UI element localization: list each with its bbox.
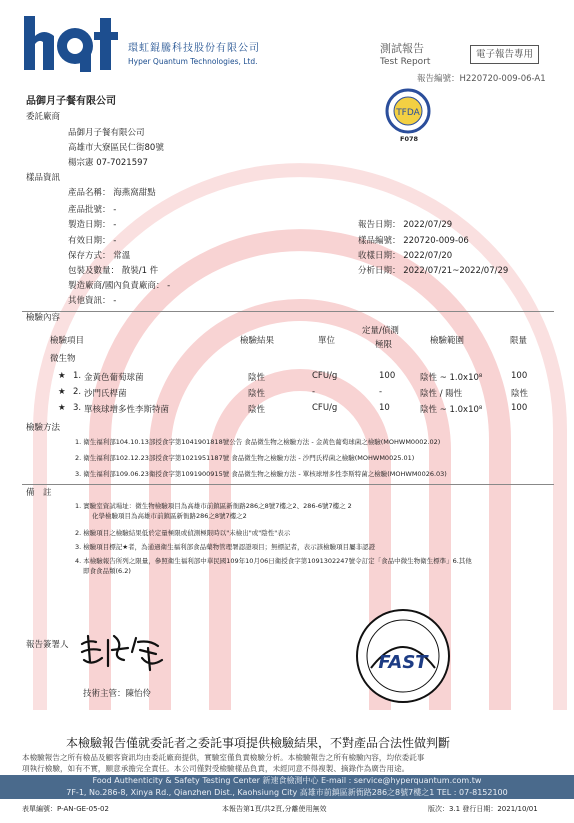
cell-name: 單核球增多性李斯特菌 — [84, 405, 170, 415]
cell-limit: 100 — [379, 371, 396, 381]
client-name: 品御月子餐有限公司 — [68, 128, 145, 138]
method-line: 3. 衛生福利部109.06.23衛授食字第1091900915號 食品微生物之檢驗方法 - 單核球增多性李斯特菌之檢驗(MOHWM0026.03) — [75, 470, 447, 478]
method-line: 1. 衛生福利部104.10.13部授食字第1041901818號公告 食品微生物之檢驗方法 - 金黃色葡萄球菌之檢驗(MOHWM0002.02) — [75, 438, 441, 446]
tfda-seal-icon — [385, 88, 431, 138]
cell-range: 陰性 / 陽性 — [420, 389, 463, 399]
cell-mark: ★ — [58, 371, 66, 381]
page-info: 本報告第1頁/共2頁,分離使用無效 — [222, 805, 327, 813]
col-header-result: 檢驗結果 — [240, 336, 275, 346]
company-name-en: Hyper Quantum Technologies, Ltd. — [128, 57, 258, 66]
footer-bar-line: 7F-1, No.286-8, Xinya Rd., Qianzhen Dist., Kaohsiung City 高雄市前鎮區新衙路286之8號7樓之1 TEL : 07-8152100 — [66, 788, 508, 797]
fast-seal-icon — [353, 606, 453, 710]
technical-manager: 技術主管：陳怡伶 — [83, 689, 152, 699]
report-title-en: Test Report — [380, 57, 431, 67]
company-logo — [22, 14, 122, 76]
cell-max: 100 — [511, 371, 528, 381]
client-title: 品御月子餐有限公司 — [26, 96, 116, 107]
divider — [22, 311, 554, 312]
cell-no: 1. — [73, 371, 82, 381]
client-label: 委託廠商 — [26, 112, 61, 122]
sample-field: 有效日期： - — [68, 236, 117, 246]
handwritten-signature — [78, 632, 168, 680]
sample-field: 製造廠商/國內負責廠商： - — [68, 281, 171, 291]
cell-max: 100 — [511, 403, 528, 413]
notes-label: 備 註 — [26, 488, 52, 498]
tfda-code: F078 — [400, 135, 419, 143]
cell-name: 金黃色葡萄球菌 — [84, 373, 144, 383]
col-header-limit2: 極限 — [375, 340, 393, 350]
sample-field: 其他資訊： - — [68, 296, 117, 306]
cell-mark: ★ — [58, 403, 66, 413]
sample-field: 包裝及數量： 散裝/1 件 — [68, 266, 159, 276]
signer-label: 報告簽署人 — [26, 640, 69, 650]
cell-no: 3. — [73, 403, 82, 413]
cell-result: 陰性 — [248, 405, 266, 415]
form-number: 表單編號：P-AN-GE-05-02 — [22, 805, 109, 813]
cell-no: 2. — [73, 387, 82, 397]
methods-label: 檢驗方法 — [26, 423, 61, 433]
cell-name: 沙門氏桿菌 — [84, 389, 127, 399]
received-date: 收樣日期： 2022/07/20 — [358, 251, 453, 261]
sample-label: 樣品資訊 — [26, 173, 61, 183]
svg-text:TFDA: TFDA — [396, 108, 420, 118]
col-header-item: 檢驗項目 — [50, 336, 85, 346]
cell-max: 陰性 — [511, 389, 529, 399]
sample-field: 產品名稱： 海燕窩甜點 — [68, 188, 156, 198]
category-label: 微生物 — [50, 354, 76, 364]
cell-result: 陰性 — [248, 389, 266, 399]
version-info: 版次：3.1 發行日期：2021/10/01 — [428, 805, 538, 813]
analysis-date: 分析日期： 2022/07/21~2022/07/29 — [358, 266, 509, 276]
col-header-max: 限量 — [510, 336, 528, 346]
svg-text:FAST: FAST — [378, 652, 428, 673]
footer-headline: 本檢驗報告僅就委託者之委託事項提供檢驗結果，不對產品合法性做判斷 — [66, 736, 451, 750]
sample-number: 樣品編號： 220720-009-06 — [358, 236, 469, 246]
client-contact: 楊宗憲 07-7021597 — [68, 158, 148, 168]
col-header-limit: 定量/偵測 — [362, 326, 399, 336]
note-line: 即食食品類(6.2) — [83, 567, 131, 575]
cell-mark: ★ — [58, 387, 66, 397]
cell-range: 陰性 ~ 1.0x10⁸ — [420, 405, 483, 415]
footer-bar-line: Food Authenticity & Safety Testing Center 新速食檢測中心 E-mail : service@hyperquantum.com.tw — [92, 776, 482, 785]
divider — [22, 484, 554, 485]
company-name-zh: 環虹錕騰科技股份有限公司 — [128, 43, 260, 54]
client-address: 高雄市大寮區民仁街80號 — [68, 143, 164, 153]
report-date: 報告日期： 2022/07/29 — [358, 220, 453, 230]
footer-disclaimer: 本檢驗報告之所有檢品及顧客資訊均由委託廠商提供，實驗室僅負責檢驗分析。本檢驗報告之所有檢驗內容，均依委託事 — [22, 753, 425, 762]
col-header-unit: 單位 — [318, 336, 336, 346]
cell-range: 陰性 ~ 1.0x10⁸ — [420, 373, 483, 383]
footer-disclaimer: 項執行檢驗，如有不實，願意承擔完全責任。本公司僅對受檢驗樣品負責，未經同意不得複製、摘錄作為廣告用途。 — [22, 764, 410, 773]
footer-bar — [0, 775, 574, 799]
note-line: 3. 檢驗項目標記★者，為通過衛生福利部食品藥物管理署認證項目；無標記者，表示該檢驗項目屬非認證 — [75, 543, 376, 551]
cell-limit: - — [379, 387, 383, 397]
report-number: 報告編號：H220720-009-06-A1 — [417, 74, 546, 84]
note-line: 2. 檢驗項目之檢驗結果低於定量極限或偵測極限時以"未檢出"或"陰性"表示 — [75, 529, 291, 537]
col-header-range: 檢驗範圍 — [430, 336, 465, 346]
cell-unit: CFU/g — [312, 403, 338, 413]
cell-unit: CFU/g — [312, 371, 338, 381]
cell-unit: - — [312, 387, 316, 397]
e-report-badge: 電子報告專用 — [470, 45, 539, 64]
note-line: 4. 本檢驗報告所列之限量，參照衛生福利部中華民國109年10月06日衛授食字第1091302247號令訂定「食品中微生物衛生標準」6.其他 — [75, 557, 472, 565]
sample-field: 產品批號： - — [68, 205, 117, 215]
cell-limit: 10 — [379, 403, 390, 413]
note-line: 化學檢驗項目為高雄市前鎮區新衙路286之8號7樓之2 — [92, 512, 247, 520]
note-line: 1. 實驗室資試場址：微生物檢驗項目為高雄市前鎮區新衙路286之8號7樓之2、286-6號7樓之 2 — [75, 502, 352, 510]
sample-field: 製造日期： - — [68, 220, 117, 230]
cell-result: 陰性 — [248, 373, 266, 383]
sample-field: 保存方式： 常溫 — [68, 251, 131, 261]
report-title-zh: 測試報告 — [380, 42, 424, 55]
items-label: 檢驗內容 — [26, 313, 61, 323]
method-line: 2. 衛生福利部102.12.23部授食字第1021951187號 食品微生物之檢驗方法 - 沙門氏桿菌之檢驗(MOHWM0025.01) — [75, 454, 415, 462]
